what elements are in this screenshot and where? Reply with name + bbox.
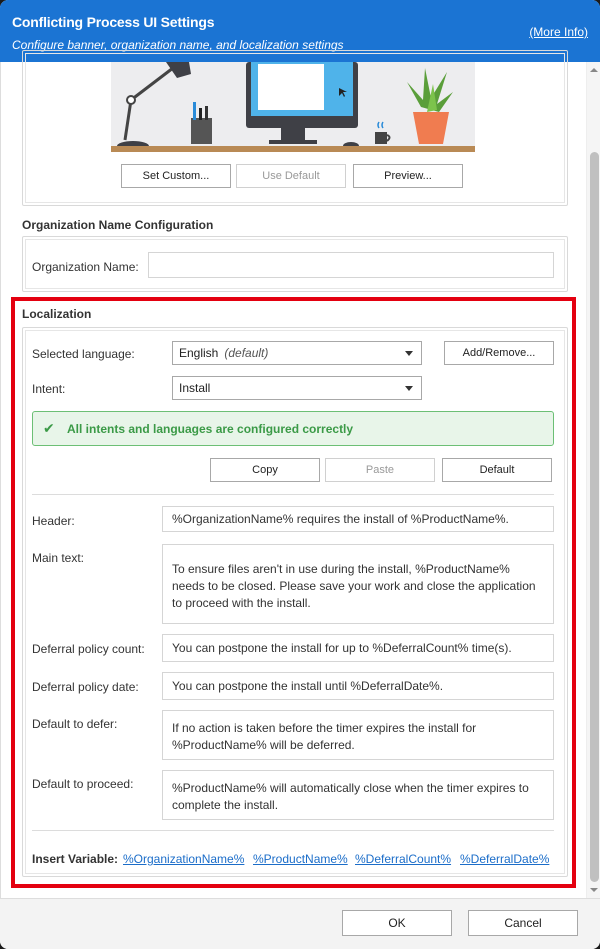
validation-status-message: All intents and languages are configured correctly	[67, 422, 354, 436]
intent-dropdown[interactable]	[172, 376, 422, 400]
default-to-defer-label: Default to defer:	[32, 717, 118, 731]
insert-variable-product-name-link[interactable]: %ProductName%	[253, 852, 348, 866]
chevron-down-icon	[405, 351, 413, 356]
scroll-up-arrow-icon[interactable]	[590, 68, 598, 72]
divider	[32, 494, 554, 495]
default-to-proceed-input[interactable]: %ProductName% will automatically close when the timer expires to complete the install.	[162, 770, 554, 820]
header-input[interactable]: %OrganizationName% requires the install of %ProductName%.	[162, 506, 554, 532]
language-value: English	[179, 346, 219, 360]
ok-button[interactable]: OK	[342, 910, 452, 936]
insert-variable-deferral-date-link[interactable]: %DeferralDate%	[460, 852, 550, 866]
dialog-subtitle: Configure banner, organization name, and localization settings	[12, 38, 344, 52]
language-dropdown[interactable]	[172, 341, 422, 365]
deferral-date-input[interactable]: You can postpone the install until %DeferralDate%.	[162, 672, 554, 700]
localization-section-title: Localization	[22, 307, 92, 321]
desk-illustration-icon	[111, 62, 475, 152]
vertical-scrollbar[interactable]	[586, 62, 600, 898]
main-text-input[interactable]: To ensure files aren't in use during the install, %ProductName% needs to be closed. Please save your work and close the application to proceed with the install.	[162, 544, 554, 624]
language-default-tag: (default)	[224, 346, 269, 360]
more-info-link[interactable]: (More Info)	[529, 25, 588, 39]
cancel-button[interactable]: Cancel	[468, 910, 578, 936]
intent-label: Intent:	[32, 382, 66, 396]
insert-variable-deferral-count-link[interactable]: %DeferralCount%	[355, 852, 452, 866]
deferral-date-label: Deferral policy date:	[32, 680, 139, 694]
organization-section-title: Organization Name Configuration	[22, 218, 214, 232]
selected-language-label: Selected language:	[32, 347, 135, 361]
validation-status-banner	[32, 411, 554, 446]
dialog-footer	[0, 898, 600, 949]
banner-image	[111, 62, 475, 152]
organization-name-label: Organization Name:	[32, 260, 139, 274]
dialog-title: Conflicting Process UI Settings	[12, 14, 215, 30]
add-remove-language-button[interactable]: Add/Remove...	[444, 341, 554, 365]
insert-variable-label: Insert Variable:	[32, 852, 119, 866]
preview-button[interactable]: Preview...	[353, 164, 463, 188]
divider	[32, 830, 554, 831]
default-button[interactable]: Default	[442, 458, 552, 482]
default-to-defer-input[interactable]: If no action is taken before the timer expires the install for %ProductName% will be deferred.	[162, 710, 554, 760]
deferral-count-label: Deferral policy count:	[32, 642, 145, 656]
main-text-label: Main text:	[32, 551, 85, 565]
use-default-button[interactable]: Use Default	[236, 164, 346, 188]
set-custom-button[interactable]: Set Custom...	[121, 164, 231, 188]
header-label: Header:	[32, 514, 75, 528]
scrollbar-thumb[interactable]	[590, 152, 599, 882]
chevron-down-icon	[405, 386, 413, 391]
intent-value: Install	[179, 381, 211, 395]
scroll-down-arrow-icon[interactable]	[590, 888, 598, 892]
copy-button[interactable]: Copy	[210, 458, 320, 482]
insert-variable-organization-name-link[interactable]: %OrganizationName%	[123, 852, 245, 866]
checkmark-icon: ✔	[43, 420, 55, 436]
paste-button[interactable]: Paste	[325, 458, 435, 482]
deferral-count-input[interactable]: You can postpone the install for up to %DeferralCount% time(s).	[162, 634, 554, 662]
default-to-proceed-label: Default to proceed:	[32, 777, 134, 791]
organization-name-input[interactable]	[148, 252, 554, 278]
